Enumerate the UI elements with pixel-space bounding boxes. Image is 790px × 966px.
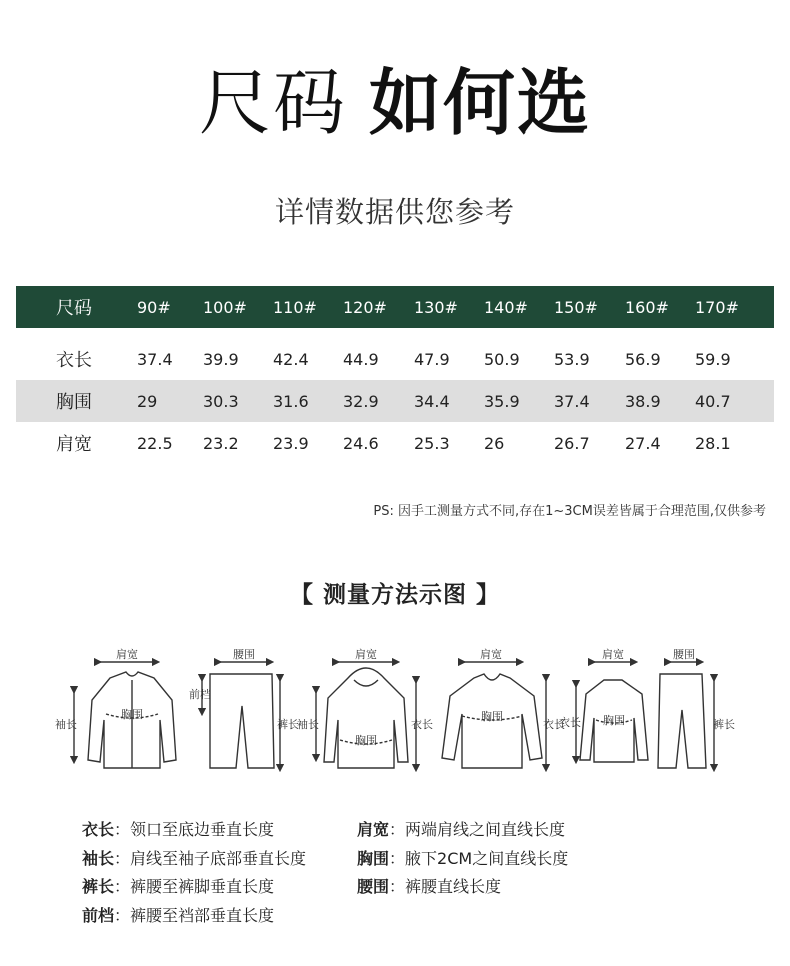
- set-center-label: 胸围: [603, 714, 625, 727]
- size-header: 170#: [695, 297, 739, 317]
- legend-item: 胸围：腋下2CM之间直线长度: [357, 848, 569, 868]
- table-cell: 26.7: [554, 433, 590, 453]
- sweater-center-label: 胸围: [481, 710, 503, 723]
- table-cell: 35.9: [484, 391, 520, 411]
- set-icon: [576, 662, 714, 768]
- legend-desc: 裤腰至裤脚垂直长度: [130, 877, 275, 896]
- page-title: [0, 58, 790, 148]
- table-cell: 22.5: [137, 433, 173, 453]
- table-cell: 42.4: [273, 349, 309, 369]
- jacket-center-label: 胸围: [121, 708, 143, 721]
- legend-item: 前档：裤腰至裆部垂直长度: [82, 905, 275, 925]
- measurement-note: PS: 因手工测量方式不同,存在1~3CM误差皆属于合理范围,仅供参考: [373, 504, 766, 519]
- legend-desc: 两端肩线之间直线长度: [405, 820, 566, 839]
- header-label: 尺码: [56, 298, 92, 319]
- table-cell: 37.4: [137, 349, 173, 369]
- legend-item: 裤长：裤腰至裤脚垂直长度: [82, 877, 275, 896]
- legend-left: [82, 816, 306, 930]
- sweater-right-label: 衣长: [543, 718, 565, 731]
- table-cell: 23.9: [273, 433, 309, 453]
- size-header: 90#: [137, 297, 171, 317]
- table-cell: 37.4: [554, 391, 590, 411]
- jacket-side-label: 袖长: [55, 718, 77, 731]
- hoodie-center-label: 胸围: [355, 734, 377, 747]
- legend-desc: 裤腰直线长度: [405, 877, 502, 896]
- size-header: 120#: [343, 297, 387, 317]
- pants1-left-label: 前档: [189, 688, 211, 701]
- size-table: [16, 286, 774, 464]
- pants1-right-label: 裤长: [277, 718, 299, 731]
- table-cell: 26: [484, 433, 505, 453]
- measurement-illustrations: [55, 648, 750, 780]
- table-cell: 39.9: [203, 349, 239, 369]
- set-right-label: 裤长: [713, 718, 735, 731]
- table-cell: 32.9: [343, 391, 379, 411]
- table-cell: 24.6: [343, 433, 379, 453]
- legend-desc: 腋下2CM之间直线长度: [405, 848, 569, 868]
- legend-key: 胸围: [357, 848, 390, 868]
- row-label: 胸围: [56, 392, 92, 413]
- table-cell: 29: [137, 391, 158, 411]
- table-cell: 59.9: [695, 349, 731, 369]
- table-row: [16, 422, 774, 464]
- title-light: 尺码: [198, 61, 347, 145]
- size-header: 100#: [203, 297, 247, 317]
- legend-key: 袖长: [82, 848, 115, 868]
- table-cell: 50.9: [484, 349, 520, 369]
- legend-item: 衣长：领口至底边垂直长度: [82, 820, 275, 839]
- table-header-row: [16, 286, 774, 328]
- legend-key: 前档: [82, 905, 115, 925]
- legend-key: 腰围: [357, 877, 390, 896]
- table-cell: 44.9: [343, 349, 379, 369]
- size-header: 160#: [625, 297, 669, 317]
- subtitle: 详情数据供您参考: [274, 195, 515, 229]
- legend-desc: 领口至底边垂直长度: [130, 820, 275, 839]
- table-cell: 53.9: [554, 349, 590, 369]
- set-top-left-label: 肩宽: [602, 648, 624, 661]
- pants1-top-label: 腰围: [233, 648, 255, 661]
- legend-key: 衣长: [82, 820, 115, 839]
- legend-key: 裤长: [82, 877, 115, 896]
- size-header: 150#: [554, 297, 598, 317]
- table-cell: 40.7: [695, 391, 731, 411]
- size-header: 110#: [273, 297, 317, 317]
- table-cell: 34.4: [414, 391, 450, 411]
- method-title: 【 测量方法示图 】: [289, 582, 500, 608]
- table-cell: 38.9: [625, 391, 661, 411]
- table-cell: 23.2: [203, 433, 239, 453]
- hoodie-top-label: 肩宽: [355, 648, 377, 661]
- table-cell: 47.9: [414, 349, 450, 369]
- table-cell: 31.6: [273, 391, 309, 411]
- hoodie-right-label: 衣长: [411, 718, 433, 731]
- sweater-top-label: 肩宽: [480, 648, 502, 661]
- set-top-right-label: 腰围: [673, 648, 695, 661]
- size-header: 140#: [484, 297, 528, 317]
- hoodie-icon: [316, 662, 416, 768]
- legend-key: 肩宽: [357, 820, 390, 839]
- table-cell: 56.9: [625, 349, 661, 369]
- table-cell: 25.3: [414, 433, 450, 453]
- jacket-top-label: 肩宽: [116, 648, 138, 661]
- table-cell: 30.3: [203, 391, 239, 411]
- table-row: [16, 338, 774, 380]
- table-cell: 27.4: [625, 433, 661, 453]
- legend-right: [357, 816, 568, 902]
- row-label: 肩宽: [56, 434, 92, 455]
- set-left-label: 衣长: [559, 716, 581, 729]
- legend-item: 袖长：肩线至袖子底部垂直长度: [82, 848, 307, 868]
- hoodie-left-label: 袖长: [297, 718, 319, 731]
- row-label: 衣长: [56, 350, 92, 371]
- legend-desc: 裤腰至裆部垂直长度: [130, 905, 275, 925]
- legend-item: 肩宽：两端肩线之间直线长度: [357, 820, 566, 839]
- title-bold: 如何选: [369, 61, 592, 145]
- table-cell: 28.1: [695, 433, 731, 453]
- size-header: 130#: [414, 297, 458, 317]
- legend-desc: 肩线至袖子底部垂直长度: [130, 848, 307, 868]
- table-row: [16, 380, 774, 422]
- legend-item: 腰围：裤腰直线长度: [357, 877, 502, 896]
- pants-icon: [202, 662, 280, 768]
